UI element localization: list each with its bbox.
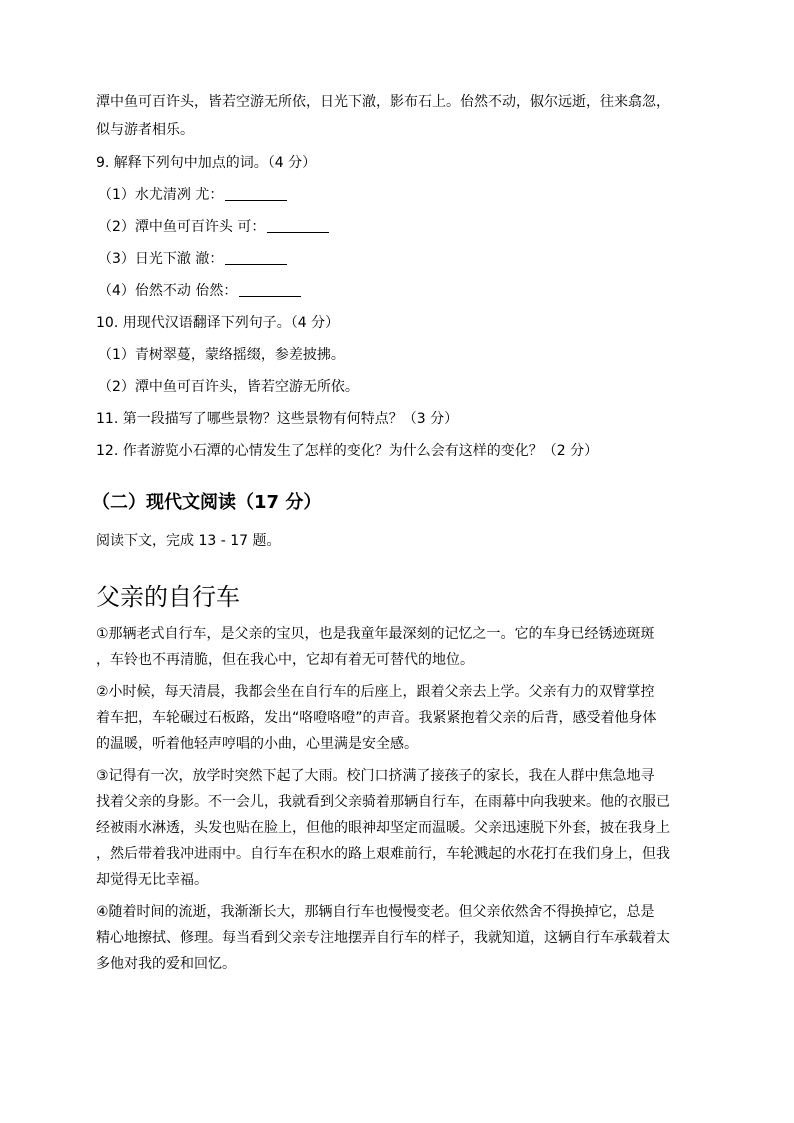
question-10-item-1: （1）青树翠蔓，蒙络摇缀，参差披拂。 <box>98 347 345 363</box>
paragraph-line: ，车铃也不再清脆，但在我心中，它却有着无可替代的地位。 <box>96 652 474 668</box>
paragraph-line: 着车把，车轮碾过石板路，发出“咯噔咯噔”的声音。我紧紧抱着父亲的后背，感受着他身体 <box>96 710 657 726</box>
paragraph-line: 找着父亲的身影。不一会儿，我就看到父亲骑着那辆自行车，在雨幕中向我驶来。他的衣服已 <box>96 794 670 810</box>
item-text: （3）日光下澈 澈： <box>98 251 224 267</box>
question-12: 12. 作者游览小石潭的心情发生了怎样的变化？为什么会有这样的变化？（2 分） <box>96 443 599 459</box>
item-text: （4）佁然不动 佁然： <box>98 283 238 299</box>
answer-blank[interactable] <box>239 282 301 297</box>
classical-text-excerpt <box>96 88 698 144</box>
answer-blank[interactable] <box>225 250 287 265</box>
question-9-item-2 <box>96 211 698 243</box>
article-paragraph-3 <box>96 763 698 893</box>
section-instruction: 阅读下文，完成 13 - 17 题。 <box>96 533 281 549</box>
paragraph-line: ①那辆老式自行车，是父亲的宝贝，也是我童年最深刻的记忆之一。它的车身已经锈迹斑斑 <box>96 626 655 642</box>
paragraph-line: ②小时候，每天清晨，我都会坐在自行车的后座上，跟着父亲去上学。父亲有力的双臂掌控 <box>96 684 655 700</box>
paragraph-line: 经被雨水淋透，头发也贴在脸上，但他的眼神却坚定而温暖。父亲迅速脱下外套，披在我身上 <box>96 820 670 836</box>
item-text: （1）水尤清冽 尤： <box>98 187 224 203</box>
question-9-item-3 <box>96 243 698 275</box>
question-11: 11. 第一段描写了哪些景物？这些景物有何特点？（3 分） <box>96 411 459 427</box>
excerpt-line: 潭中鱼可百许头，皆若空游无所依，日光下澈，影布石上。佁然不动，俶尔远逝，往来翕忽， <box>96 94 670 110</box>
question-10-item-2: （2）潭中鱼可百许头，皆若空游无所依。 <box>98 379 359 395</box>
question-list <box>96 147 698 467</box>
item-text: （2）潭中鱼可百许头 可： <box>98 219 266 235</box>
section-heading: （二）现代文阅读（17 分） <box>92 492 322 513</box>
paragraph-line: 的温暖，听着他轻声哼唱的小曲，心里满是安全感。 <box>96 736 418 752</box>
article-paragraph-1 <box>96 621 698 673</box>
question-9-item-1 <box>96 179 698 211</box>
paragraph-line: 精心地擦拭、修理。每当看到父亲专注地摆弄自行车的样子，我就知道，这辆自行车承载着太 <box>96 930 670 946</box>
paragraph-line: ，然后带着我冲进雨中。自行车在积水的路上艰难前行，车轮溅起的水花打在我们身上，但我 <box>96 846 670 862</box>
answer-blank[interactable] <box>225 186 287 201</box>
excerpt-line: 似与游者相乐。 <box>96 122 194 138</box>
paragraph-line: ④随着时间的流逝，我渐渐长大，那辆自行车也慢慢变老。但父亲依然舍不得换掉它，总是 <box>96 904 655 920</box>
paragraph-line: 多他对我的爱和回忆。 <box>96 956 236 972</box>
paragraph-line: 却觉得无比幸福。 <box>96 872 208 888</box>
article-title: 父亲的自行车 <box>96 583 240 611</box>
article-paragraph-4 <box>96 899 698 977</box>
question-10: 10. 用现代汉语翻译下列句子。（4 分） <box>96 315 340 331</box>
article-paragraph-2 <box>96 679 698 757</box>
paragraph-line: ③记得有一次，放学时突然下起了大雨。校门口挤满了接孩子的家长，我在人群中焦急地寻 <box>96 768 655 784</box>
answer-blank[interactable] <box>267 218 329 233</box>
question-9-item-4 <box>96 275 698 307</box>
question-9: 9. 解释下列句中加点的词。（4 分） <box>96 155 317 171</box>
